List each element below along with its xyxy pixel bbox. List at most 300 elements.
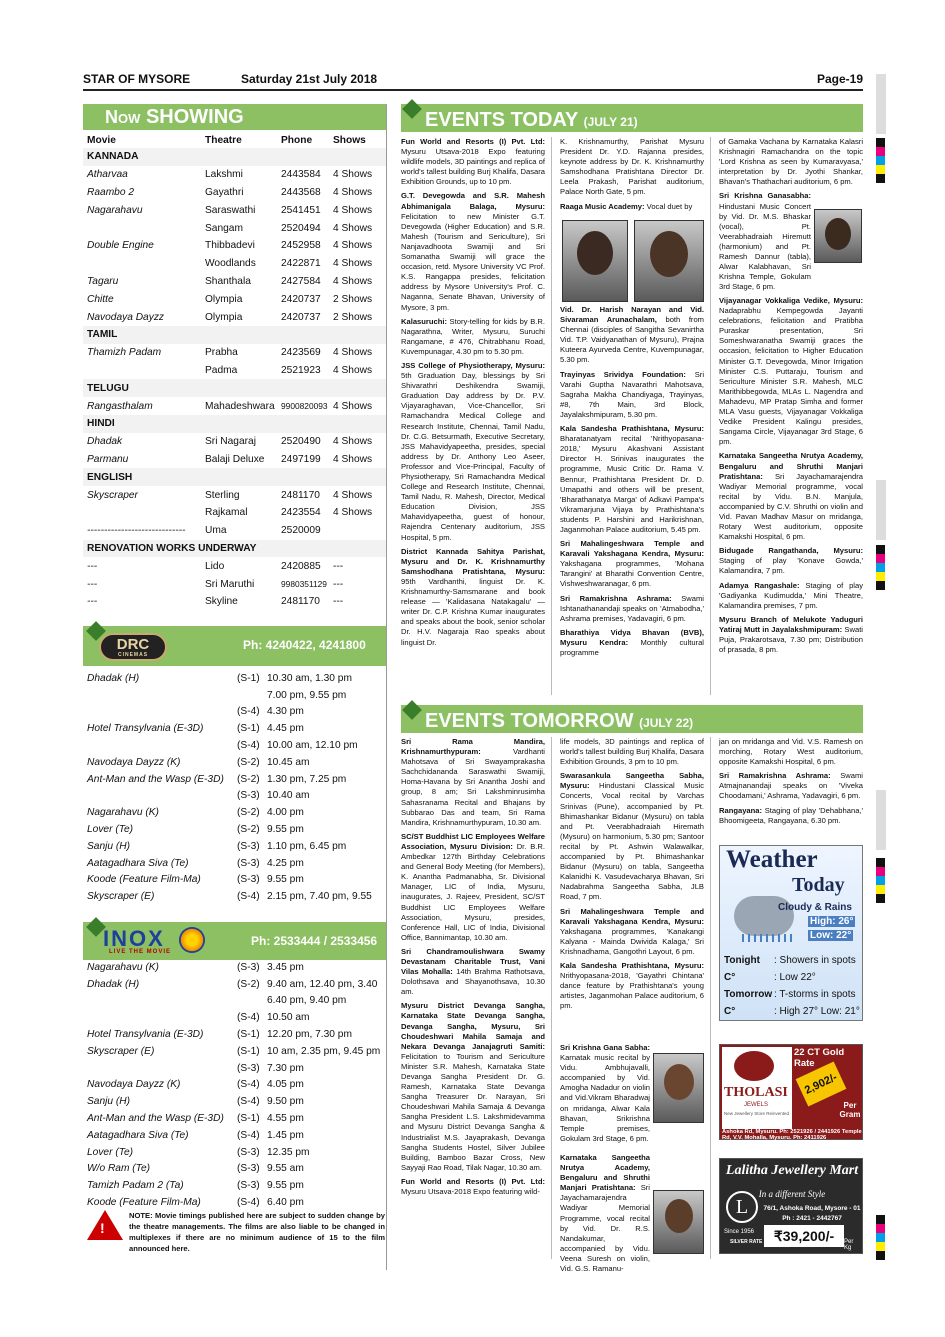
theatre-cell: Mahadeshwara [205,400,275,412]
artist-photo-nandakumar [653,1190,704,1254]
schedule-row [83,1110,386,1127]
column-header: Movie [87,134,116,146]
event-details: Karnatak music recital by Vidu. Ambhujavalli, accompanied by Vid. Amogha Nadadur on violin and Vid.Vikram Bharadwaj on mridanga, Alwar Kala Bhavan, Srikrishna Temple premises, Gokulam 3rd Stage, 6 pm. [560,1053,650,1143]
events-today-banner [401,104,863,132]
event-item [560,907,704,957]
phone-cell: 2520494 [281,222,321,234]
forecast-value: : High 27° Low: 21° [774,1006,860,1017]
show-times: 4.25 pm [267,857,304,869]
screen-number: (S-1) [237,1113,260,1125]
movie-cell: Nagarahavu [87,204,143,216]
shows-cell: 4 Shows [333,186,373,198]
phone-cell: 9980351129 [281,579,327,590]
film-title: Dhadak (H) [87,978,140,990]
forecast-label: Tonight [724,955,760,966]
schedule-row [83,1043,386,1060]
event-details: Monthly cultural programme [560,637,704,657]
event-item [560,594,704,624]
screen-number: (S-1) [237,723,260,735]
show-times: 12.20 pm, 7.30 pm [267,1029,352,1041]
category-row [83,415,386,433]
event-item [719,737,863,767]
event-item [401,137,545,187]
event-details: K. Krishnamurthy, Parishat Mysuru President Dr. Y.D. Rajanna presides, keynote address by Dr. K. Krishnamurthy Samshodhana Pratishtana Director Dr. Leela Prakash, Parishat auditorium, Palace North Gate, 5 pm. [560,137,704,197]
event-item [560,539,704,589]
event-details: Swami Ishtanathanandaji speaks on 'Atmabodha,' Ashrama premises, Yadavagiri, 6 pm. [560,593,704,623]
side-tab [876,74,886,134]
artist-photo-harish-narayan [562,220,628,302]
event-organizer: Sri Chandramoulishwara Swamy Devastanam Charitable Trust, Vani Vilas Mohalla: [401,946,545,977]
inox-logo-mark [179,927,205,953]
weather-condition: Cloudy & Rains [778,902,852,913]
show-times: 12.35 pm [267,1146,310,1158]
movie-cell: Rangasthalam [87,400,153,412]
event-item [560,771,704,902]
event-item [560,1153,650,1274]
film-title: Sanju (H) [87,840,131,852]
event-organizer: JSS College of Physiotherapy, Mysuru: [401,360,545,370]
events-today-date: (JULY 21) [583,115,638,129]
event-details: Bharatanatyam recital 'Nrithyopasana-2018,' Mysuru Akashvani Assistant Director H. Srinivas inaugurates the programme, Music Critic Dr. Rama V. Bennur, Prathishtana President Dr. D. Umapathi and others will be present, 'Bharathanatya Marga' of Adkavi Pampa's Vikramarjuna Vijaya by Prathishtana's students P. Harshini and Harikrishnan, Jaganmohan Palace auditorium, 5.45 pm. [560,434,704,534]
show-times: 10.00 am, 12.10 pm [267,740,358,752]
artist-photo-sivaraman [634,220,704,302]
gold-rate-label: 22 CT Gold Rate [794,1047,845,1069]
movie-cell [83,255,201,273]
shows-cell: 4 Shows [333,169,373,181]
table-row [83,504,386,522]
film-title: Ant-Man and the Wasp (E-3D) [87,773,224,785]
event-details: Swami Atmajnanandaji speaks on 'Viveka Choodamani,' Ashrama, Yadavagiri, 6 pm. [719,771,863,801]
table-row [83,184,386,202]
drc-banner [83,626,386,666]
event-item [560,137,704,198]
schedule-row [83,737,386,754]
color-strip [876,545,885,590]
event-organizer: Bidugade Rangathanda, Mysuru: [719,546,863,556]
theatre-cell: Skyline [205,596,238,608]
event-organizer: Fun World and Resorts (I) Pvt. Ltd: [401,1176,545,1186]
table-row [83,575,386,593]
screen-number: (S-3) [237,1163,260,1175]
shows-cell: 4 Shows [333,204,373,216]
schedule-row [83,888,386,905]
event-details: Mysuru Utsava-2018 Expo featuring wildlife models, 3D paintings and replica of world's tallest building Burj Khalifa, Dasara Exhibition Grounds, up to 10 pm. [401,147,545,187]
schedule-row [83,993,386,1010]
film-title: Dhadak (H) [87,672,140,684]
show-times: 10.50 am [267,1012,310,1024]
table-row [83,166,386,184]
theatre-cell: Olympia [205,311,243,323]
phone-cell: 2422871 [281,258,321,270]
side-tab [876,790,886,850]
film-title [83,704,233,721]
movie-cell: ----------------------------- [87,525,186,537]
drc-logo-sub: CINEMAS [117,652,149,658]
category-label: ENGLISH [83,468,386,486]
event-item [719,191,811,292]
event-item [719,296,863,447]
show-times: 4.45 pm [267,723,304,735]
schedule-row [83,1177,386,1194]
shows-cell: 4 Shows [333,275,373,287]
table-row [83,362,386,380]
column-header: Theatre [205,134,242,146]
film-title: Lover (Te) [87,1146,134,1158]
category-label: TELUGU [83,379,386,397]
phone-cell: 2423554 [281,507,321,519]
note-text: NOTE: Movie timings published here are subject to sudden change by the theatre managements. The films are also liable to be changed in multiplexes if there are no minimum audience of 15 to the film announced here. [129,1211,385,1253]
tholasi-tag: New Jewellery Store Reinvented [724,1111,790,1116]
schedule-row [83,838,386,855]
schedule-row [83,687,386,704]
event-organizer: District Kannada Sahitya Parishat, Mysuru and Dr. K. Krishnamurthy Samshodhana Pratishtana, Mysuru: [401,546,545,576]
show-times: 4.30 pm [267,706,304,718]
drc-phone: Ph: 4240422, 4241800 [243,638,366,652]
event-details: Swati Puja, Prakarotsava, 7.30 pm; Distribution of prasada, 8 pm. [719,624,863,655]
theatre-cell: Thibbadevi [205,240,255,252]
phone-cell: 2420737 [281,293,321,305]
theatre-cell: Shanthala [205,275,251,287]
shows-cell: 4 Shows [333,222,373,234]
film-title: W/o Ram (Te) [87,1163,151,1175]
column-header: Phone [281,134,313,146]
event-item [401,317,545,357]
event-details: Hindustani Music Concert by Vid. Dr. M.S. Bhaskar (vocal), Pt. Veerabhadraiah Hiremutt (harmonium) and Pt. Ramesh Dannur (tabla), Alwar Kalabhavan, Sri Krishna Temple, Gokulam 3rd Stage, 6 pm. [719,201,811,292]
screen-number: (S-2) [237,978,260,990]
event-details: Hindustani Classical Music Concerts, Vocal recital by Varchas Srinivas (Pune), accompanied by Pt. Bhimashankar Bidanur (Mysuru) on tabla and Pt. Veerabhadraiah Hiremath (Mysuru) on harmonium, 5.30 pm; Santoor recital by Pt. Ashwin Walawalkar, accompanied by Pt. Bhimashankar Bidanur (Mysuru) on tabla, Sangeetha Kalanidhi K. Vasudevacharya Bhavan, Sri Nadabrahma Sangeetha Sabha, JLB Road, 7 pm. [560,781,704,902]
issue-date: Saturday 21st July 2018 [241,72,378,86]
events-today-column-1 [401,137,545,695]
shows-cell: 2 Shows [333,311,373,323]
schedule-row [83,670,386,687]
table-row [83,201,386,219]
schedule-row [83,821,386,838]
category-label: KANNADA [83,148,386,166]
event-organizer: SC/ST Buddhist LIC Employees Welfare Association, Mysuru Division: [401,831,545,851]
shows-cell: 4 Shows [333,507,373,519]
silver-rate-label: SILVER RATE [730,1239,763,1245]
table-row [83,433,386,451]
phone-cell: 2521923 [281,364,321,376]
weather-box [719,845,863,1021]
event-details: 14th Brahma Rathotsava, Dolothsava and Shayanothsava, 10.30 am. [401,967,545,997]
film-title: Sanju (H) [87,1096,131,1108]
schedule-row [83,1060,386,1077]
theatre-cell: Gayathri [205,186,244,198]
show-times: 1.10 pm, 6.45 pm [267,840,347,852]
event-item [401,1001,545,1173]
theatre-cell: Lido [205,560,225,572]
screen-number: (S-4) [237,891,260,903]
event-item [719,806,863,826]
event-item [560,961,704,1011]
event-organizer: Sri Krishna Ganasabha: [719,191,811,201]
schedule-row [83,1077,386,1094]
forecast-row [724,986,860,1003]
film-title: Tamizh Padam 2 (Ta) [87,1180,184,1192]
event-details: Nadaprabhu Kempegowda Jayanti celebrations, felicitation and Pratibha Puraskar presentation, Sri Someshwaranatha Swamiji graces the occasion, felicitation to Higher Education Minister G.T. Devegowda, Minor Irrigation Minister C.S. Puttaraju, Tourism and Sericulture Minister S.R. Mahesh, MLC Marithibbegowda, MLAs L. Nagendra and Mahadevu, MP Pratap Simha and former MLA Vasu guests, Vijayanagar Vokkaliga Vedike President Kalingu presides, Sangama Circle, Vijayanagar 3rd Stage, 6 pm. [719,306,863,447]
movie-cell: Dhadak [87,436,123,448]
tholasi-brand: THOLASI [724,1085,788,1100]
screen-number [233,687,263,704]
show-times: 7.30 pm [267,1062,304,1074]
shows-cell: 4 Shows [333,347,373,359]
screen-number: (S-4) [237,1096,260,1108]
forecast-row [724,1003,860,1020]
forecast-label: C° [724,972,736,983]
event-item [560,370,704,420]
artist-photo-ambhujavalli [653,1053,704,1123]
screen-number: (S-1) [237,672,260,684]
category-label: TAMIL [83,326,386,344]
show-times: 7.00 pm, 9.55 pm [267,689,347,701]
schedule-row [83,1026,386,1043]
event-item [719,546,863,576]
screen-number: (S-3) [237,1146,260,1158]
show-times: 4.55 pm [267,1113,304,1125]
event-organizer: G.T. Devegowda and S.R. Mahesh Abhimanigala Balaga, Mysuru: [401,191,545,211]
masthead-rule [83,89,863,91]
event-details: Staging of play 'Konave Gowda,' Kalamandira, 7 pm. [719,556,863,576]
tholasi-address: Ashoka Rd, Mysuru. Ph: 2521926 / 2441926 Temple Rd, V.V. Mohalla, Mysuru. Ph: 2411926 [722,1129,862,1141]
silver-per-kg: Per Kg [844,1239,854,1251]
film-title: Hotel Transylvania (E-3D) [87,723,204,735]
event-organizer: Mysuru District Devanga Sangha, Karnataka State Devanga Sangha, Devanga Sangha, Mysuru, Sri Choudeshwari Mahila Samaja and Nekara Devanga Janajagruti Samiti: [401,1001,545,1051]
event-organizer: Kala Sandesha Prathishtana, Mysuru: [560,960,704,970]
weather-forecast [724,952,860,1020]
inox-schedule [83,959,386,1211]
event-item [719,771,863,801]
tholasi-ad [719,1044,863,1140]
events-tomorrow-column-2b [560,1043,650,1151]
event-organizer: Karnataka Sangeetha Nrutya Academy, Bengaluru and Shruthi Manjari Pratishtana: [719,451,863,481]
phone-cell: 2520490 [281,436,321,448]
schedule-row [83,1093,386,1110]
events-tomorrow-title: EVENTS TOMORROW [425,710,634,732]
movie-cell [83,504,201,522]
screen-number: (S-4) [237,740,260,752]
schedule-row [83,872,386,889]
rain-icon [742,934,792,942]
lalitha-since: Since 1956 [724,1229,755,1235]
theatre-cell: Saraswathi [205,204,256,216]
note-box: ! NOTE: Movie timings published here are subject to sudden change by the theatre managements. The films are also liable to be changed in multiplexes if there are no minimum audience of 15 to the film announced here. [83,1206,386,1250]
forecast-value: : T-storms in spots [774,989,856,1000]
film-title: Aatagadhara Siva (Te) [87,857,189,869]
screen-number: (S-2) [237,773,260,785]
phone-cell: 2481170 [281,596,320,608]
category-label: RENOVATION WORKS UNDERWAY [83,540,386,558]
events-today-title: EVENTS TODAY [425,109,579,131]
table-row [83,451,386,469]
event-item [719,615,863,655]
event-details: jan on mridanga and Vid. V.S. Ramesh on morching, Rotary West auditorium, opposite Kamakshi Hospital, 6 pm. [719,737,863,767]
inox-logo-sub: LIVE THE MOVIE [109,949,172,955]
page-number: Page-19 [816,72,863,86]
film-title: Nagarahavu (K) [87,807,159,819]
lalitha-address: 76/1, Ashoka Road, Mysore - 01 [763,1205,861,1212]
events-today-column-3b [719,296,863,696]
color-strip [876,138,885,183]
event-organizer: Sri Ramakrishna Ashrama: [560,593,672,603]
show-times: 9.50 pm [267,1096,304,1108]
events-today-column-2b [560,305,704,695]
film-title: Lover (Te) [87,824,134,836]
event-item [401,361,545,543]
category-row [83,540,386,558]
movie-cell [83,219,201,237]
table-row [83,557,386,575]
show-times: 10.40 am [267,790,310,802]
event-item [719,581,863,611]
event-item [401,1177,545,1197]
screen-number: (S-4) [237,1012,260,1024]
inox-phone: Ph: 2533444 / 2533456 [251,934,378,948]
color-strip [876,1215,885,1260]
theatre-cell: Sri Maruthi [205,578,255,590]
schedule-row [83,754,386,771]
table-header [83,132,386,148]
event-organizer: Bharathiya Vidya Bhavan (BVB), Mysuru Kendra: [560,627,704,647]
event-item [560,1043,650,1144]
schedule-row [83,976,386,993]
lalitha-logo: L [726,1191,758,1223]
inox-logo: INOX [103,926,165,951]
color-strip [876,858,885,903]
show-times: 1.30 pm, 7.25 pm [267,773,347,785]
masthead [83,72,863,90]
category-row [83,148,386,166]
drc-logo [99,633,167,661]
screen-number: (S-2) [237,756,260,768]
forecast-label: C° [724,1006,736,1017]
phone-cell: 2497199 [281,453,321,465]
column-header: Shows [333,134,366,146]
shows-cell: --- [333,560,344,572]
show-times: 10 am, 2.35 pm, 9.45 pm [267,1045,381,1057]
event-item [401,947,545,997]
event-organizer: Karnataka Sangeetha Nrutya Academy, Bengaluru and Shruthi Manjari Pratishtana: [560,1153,650,1193]
schedule-row [83,1144,386,1161]
film-title: Koode (Feature Film-Ma) [87,1197,201,1209]
movie-cell: Chitte [87,293,114,305]
category-label: HINDI [83,415,386,433]
shows-cell: 4 Shows [333,364,373,376]
shows-cell [329,522,386,540]
schedule-row [83,1009,386,1026]
schedule-row [83,1161,386,1178]
screen-number: (S-3) [237,1062,260,1074]
phone-cell: 2541451 [281,204,321,216]
theatre-cell: Balaji Deluxe [205,453,265,465]
show-times: 9.55 pm [267,1180,304,1192]
forecast-value: : Low 22° [774,972,816,983]
film-title [83,737,233,754]
film-title: Navodaya Dayzz (K) [87,1079,181,1091]
phone-cell: 2452958 [281,240,321,252]
table-row [83,273,386,291]
drc-logo-text: DRC [116,636,150,653]
film-title: Koode (Feature Film-Ma) [87,874,201,886]
lalitha-tag: In a different Style [758,1189,826,1199]
shows-cell: --- [333,596,344,608]
schedule-row [83,788,386,805]
lalitha-brand: Lalitha Jewellery Mart [725,1163,859,1178]
event-organizer: Adamya Rangashale: [719,580,800,590]
event-organizer: Sri Mahalingeshwara Temple and Karavali Yakshagana Kendra, Mysuru: [560,906,704,926]
theatre-cell: Uma [205,525,227,537]
screen-number: (S-3) [237,857,260,869]
lalitha-ad [719,1158,863,1254]
movie-cell: Atharvaa [87,169,128,181]
movie-cell [83,362,201,380]
screen-number: (S-3) [237,1180,260,1192]
movie-cell: Skyscraper [87,489,138,501]
gold-per-gram: Per Gram [839,1101,861,1119]
silver-price: ₹39,200/- [764,1225,844,1247]
phone-cell: 2420885 [281,560,321,572]
gold-price: 2,902/- [796,1062,847,1107]
phone-cell: 9900820093 [281,401,328,412]
weather-high: High: 26° [810,916,854,927]
show-times: 9.55 pm [267,824,304,836]
film-title [83,1060,233,1077]
movie-cell: --- [87,578,98,590]
event-organizer: Sri Krishna Gana Sabha: [560,1043,650,1052]
warning-icon [87,1210,123,1240]
events-tomorrow-column-3 [719,737,863,842]
category-row [83,468,386,486]
screen-number [233,993,263,1010]
show-times: 4.00 pm [267,807,304,819]
event-item [401,832,545,943]
movie-cell: Navodaya Dayzz [87,311,165,323]
event-details: 95th Vardhanthi, linguist Dr. K. Krishnamurthy-Samsmarane and book release — 'Kalidasana Natakagalu' — writer Dr. C.P. Krishna Kumar inaugurates and speaks about the book, senior scholar Dr. H.V. Nagaraja Rao speaks about linguist Dr. [401,576,545,647]
event-item [560,628,704,658]
table-row [83,255,386,273]
shows-cell: 4 Shows [333,453,373,465]
film-title: Nagarahavu (K) [87,961,159,973]
event-details: Staging of play 'Gadiyanka Kudimudda,' Mini Theatre, Kalamandira premises, 7 pm. [719,580,864,610]
event-item [401,737,545,828]
event-organizer: Sri Ramakrishna Ashrama: [719,771,831,781]
movie-cell: Thamizh Padam [87,347,162,359]
table-row [83,308,386,326]
phone-cell: 2443584 [281,169,321,181]
theatre-cell: Sterling [205,489,240,501]
shows-cell: 4 Shows [333,400,373,412]
table-row [83,593,386,611]
event-details: Yakshagana programmes, 'Mohana Tarangini' at Bharathi Convention Centre, Vishweshwaranagar, 6 pm. [560,559,704,589]
artist-photo-ms-bhaskar [814,209,862,263]
theatre-cell: Sri Nagaraj [205,436,256,448]
event-details: Staging of play 'Dehabhana,' Bhoomigeeta, Rangayana, 6.30 pm. [719,805,863,825]
phone-cell: 2443568 [281,186,321,198]
film-title [83,993,233,1010]
theatre-cell: Lakshmi [205,169,243,181]
event-item [719,137,863,187]
side-tab [876,480,886,540]
screen-number: (S-4) [237,1197,260,1209]
schedule-row [83,959,386,976]
event-item [560,737,704,767]
event-organizer: Sri Mahalingeshwara Temple and Karavali Yakshagana Kendra, Mysuru: [560,539,704,559]
film-title: Hotel Transylvania (E-3D) [87,1029,204,1041]
film-title [83,1009,233,1026]
schedule-row [83,1127,386,1144]
movie-cell: --- [87,596,98,608]
phone-cell: 2420737 [281,311,321,323]
